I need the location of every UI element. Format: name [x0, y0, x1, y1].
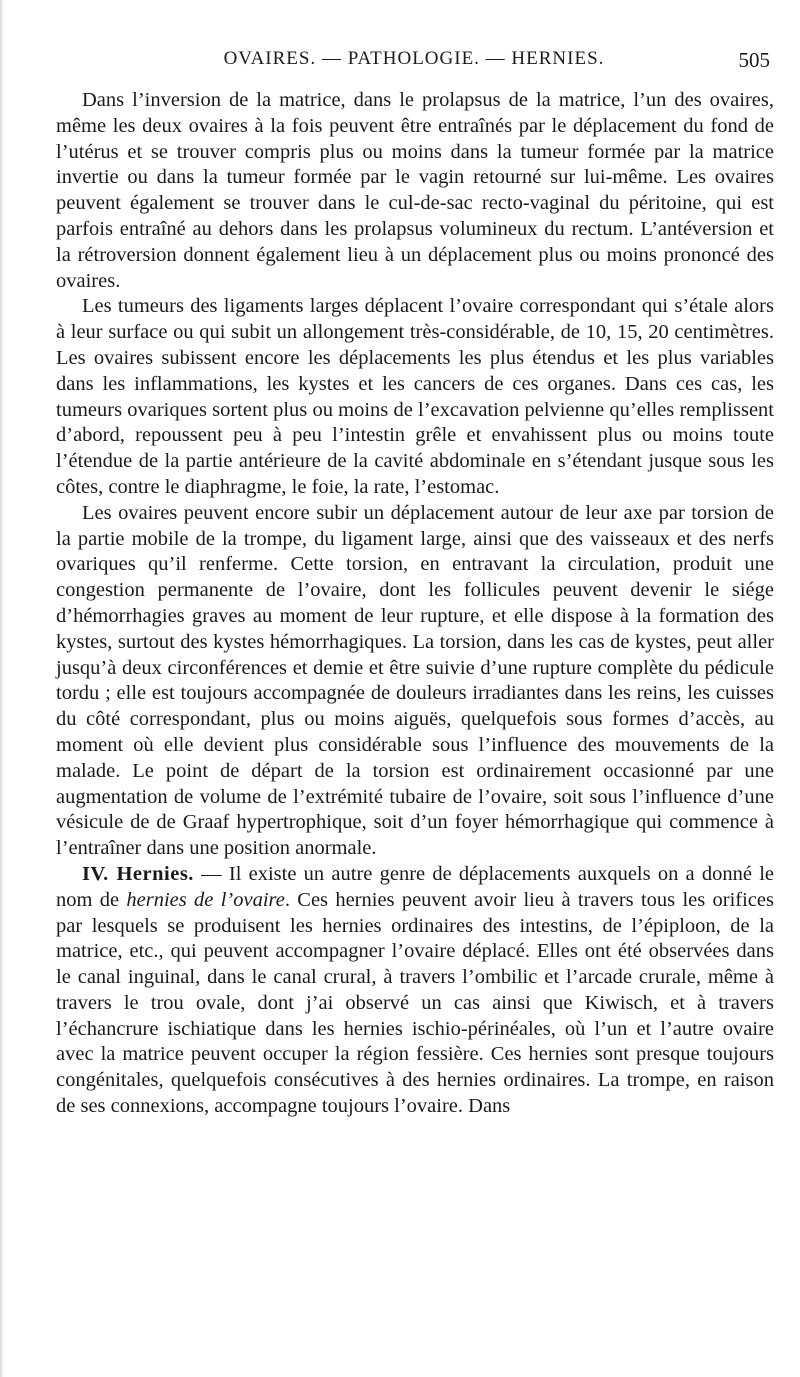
hernies-term: hernies de l’ovaire [126, 888, 285, 911]
hernies-text-intro: — Il existe un autre genre de déplacements auxquels on a donné le nom de [56, 862, 774, 911]
scan-edge [0, 0, 3, 1377]
paragraph-torsion: Les ovaires peuvent encore subir un déplacement autour de leur axe par torsion de la partie mobile de la trompe, du ligament large, ainsi que des vaisseaux et des nerfs ovariques qu’il renferme. Cette torsion, en entravant la circulation, produit une congestion permanente de l’ovaire, dont les follicules peuvent devenir le siége d’hémorrhagies graves au moment de leur rupture, et elle dispose à la formation des kystes, surtout des kystes hémorrhagiques. La torsion, dans les cas de kystes, peut aller jusqu’à deux circonférences et demie et être suivie d’une rupture complète du pédicule tordu ; elle est toujours accompagnée de douleurs irradiantes dans les reins, les cuisses du côté correspondant, plus ou moins aiguës, quelquefois sous formes d’accès, au moment où elle devient plus considérable sous l’influence des mouvements de la malade. Le point de départ de la torsion est ordinairement occasionné par une augmentation de volume de l’extrémité tubaire de l’ovaire, soit sous l’influence d’une vésicule de de Graaf hypertrophique, soit d’un foyer hémorrhagique qui commence à l’entraîner dans une position anormale. [56, 501, 774, 860]
hernies-text-body: . Ces hernies peuvent avoir lieu à travers tous les orifices par lesquels se produisent les hernies ordinaires des intestins, de l’épiploon, de la matrice, etc., qui peuvent accompagner l’ovaire déplacé. Elles ont été observées dans le canal inguinal, dans le canal crural, à travers l’ombilic et l’arcade crurale, même à travers le trou ovale, dont j’ai observé un cas ainsi que Kiwisch, et à travers l’échancrure ischiatique dans les hernies ischio-périnéales, où l’un et l’autre ovaire avec la matrice peuvent occuper la région fessière. Ces hernies sont presque toujours congénitales, quelquefois consécutives à des hernies ordinaires. La trompe, en raison de ses connexions, accompagne toujours l’ovaire. Dans [56, 888, 774, 1118]
paragraph-hernies [56, 862, 774, 1120]
running-head: OVAIRES. — PATHOLOGIE. — HERNIES. [223, 48, 605, 69]
page-header [58, 48, 770, 80]
page-number: 505 [738, 48, 770, 72]
body-text [56, 88, 774, 1120]
paragraph-ligaments: Les tumeurs des ligaments larges déplacent l’ovaire correspondant qui s’étale alors à leur surface ou qui subit un allongement très-considérable, de 10, 15, 20 centimètres. Les ovaires subissent encore les déplacements les plus étendus et les plus variables dans les inflammations, les kystes et les cancers de ces organes. Dans ces cas, les tumeurs ovariques sortent plus ou moins de l’excavation pelvienne qu’elles remplissent d’abord, repoussent peu à peu l’intestin grêle et envahissent plus ou moins toute l’étendue de la partie antérieure de la cavité abdominale en s’étendant jusque sous les côtes, contre le diaphragme, le foie, la rate, l’estomac. [56, 295, 774, 498]
section-heading-hernies: IV. Hernies. [82, 862, 194, 885]
paragraph-inversion: Dans l’inversion de la matrice, dans le prolapsus de la matrice, l’un des ovaires, même les deux ovaires à la fois peuvent être entraînés par le déplacement du fond de l’utérus et se trouver compris plus ou moins dans la tumeur formée par la matrice invertie ou dans la tumeur formée par le vagin retourné sur lui-même. Les ovaires peuvent également se trouver dans le cul-de-sac recto-vaginal du péritoine, qui est parfois entraîné au dehors dans les prolapsus volumineux du rectum. L’antéversion et la rétroversion donnent également lieu à un déplacement plus ou moins prononcé des ovaires. [56, 89, 774, 292]
